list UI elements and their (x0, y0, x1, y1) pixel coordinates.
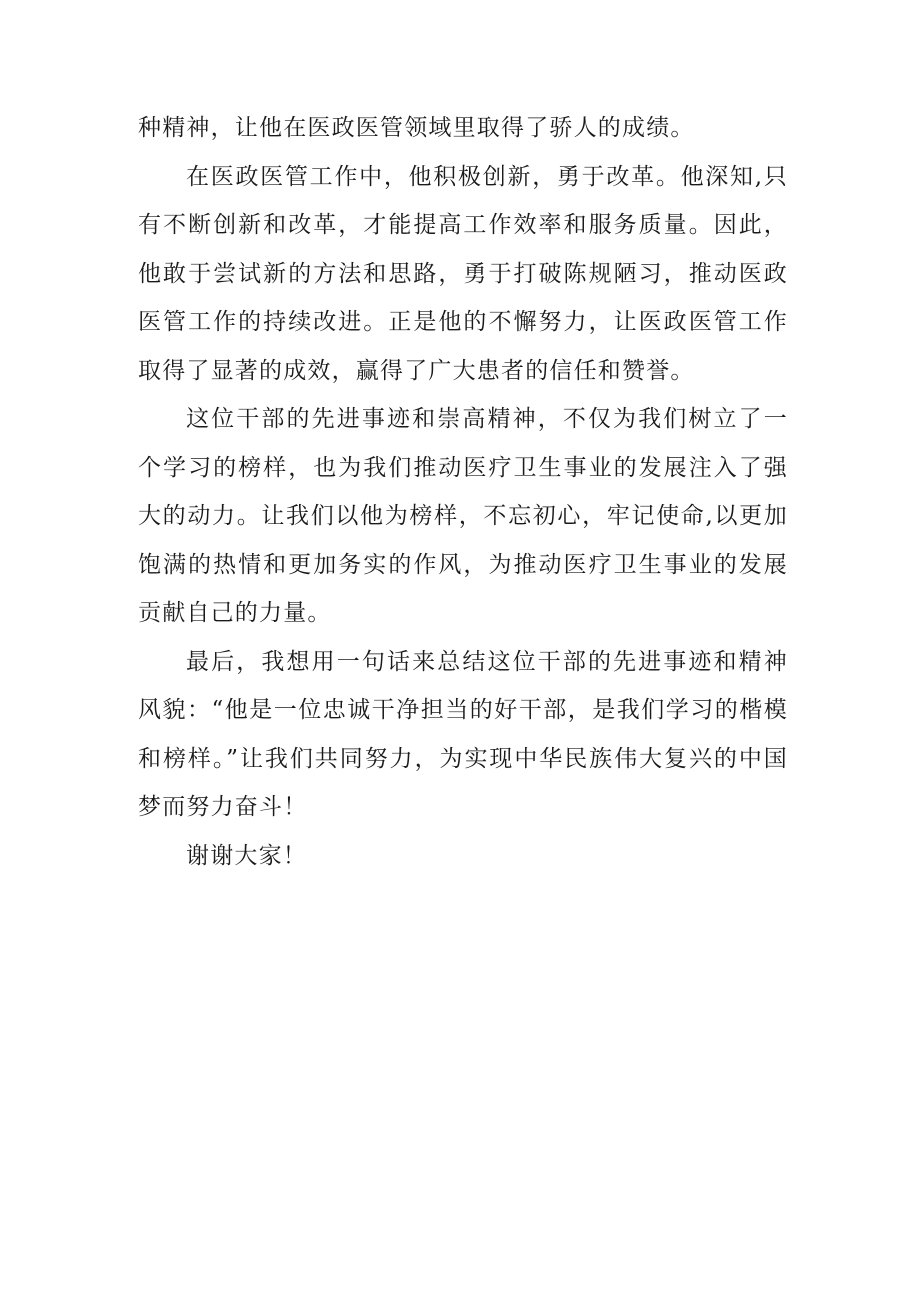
paragraph-role-model: 这位干部的先进事迹和崇高精神，不仅为我们树立了一个学习的榜样，也为我们推动医疗卫生事业的发展注入了强大的动力。让我们以他为榜样，不忘初心，牢记使命,以更加饱满的热情和更加务实的作风，为推动医疗卫生事业的发展贡献自己的力量。 (138, 406, 788, 626)
paragraph-conclusion: 最后，我想用一句话来总结这位干部的先进事迹和精神风貌：“他是一位忠诚干净担当的好干部，是我们学习的楷模和榜样。”让我们共同努力，为实现中华民族伟大复兴的中国梦而努力奋斗！ (138, 648, 788, 820)
paragraph-continuation: 种精神，让他在医政医管领域里取得了骄人的成绩。 (138, 115, 695, 141)
paragraph-innovation: 在医政医管工作中，他积极创新，勇于改革。他深知,只有不断创新和改革，才能提高工作效率和服务质量。因此，他敢于尝试新的方法和思路，勇于打破陈规陋习，推动医政医管工作的持续改进。正是他的不懈努力，让医政医管工作取得了显著的成效，赢得了广大患者的信任和赞誉。 (138, 163, 788, 384)
document-body (138, 104, 788, 880)
paragraph-thanks: 谢谢大家！ (186, 842, 307, 869)
